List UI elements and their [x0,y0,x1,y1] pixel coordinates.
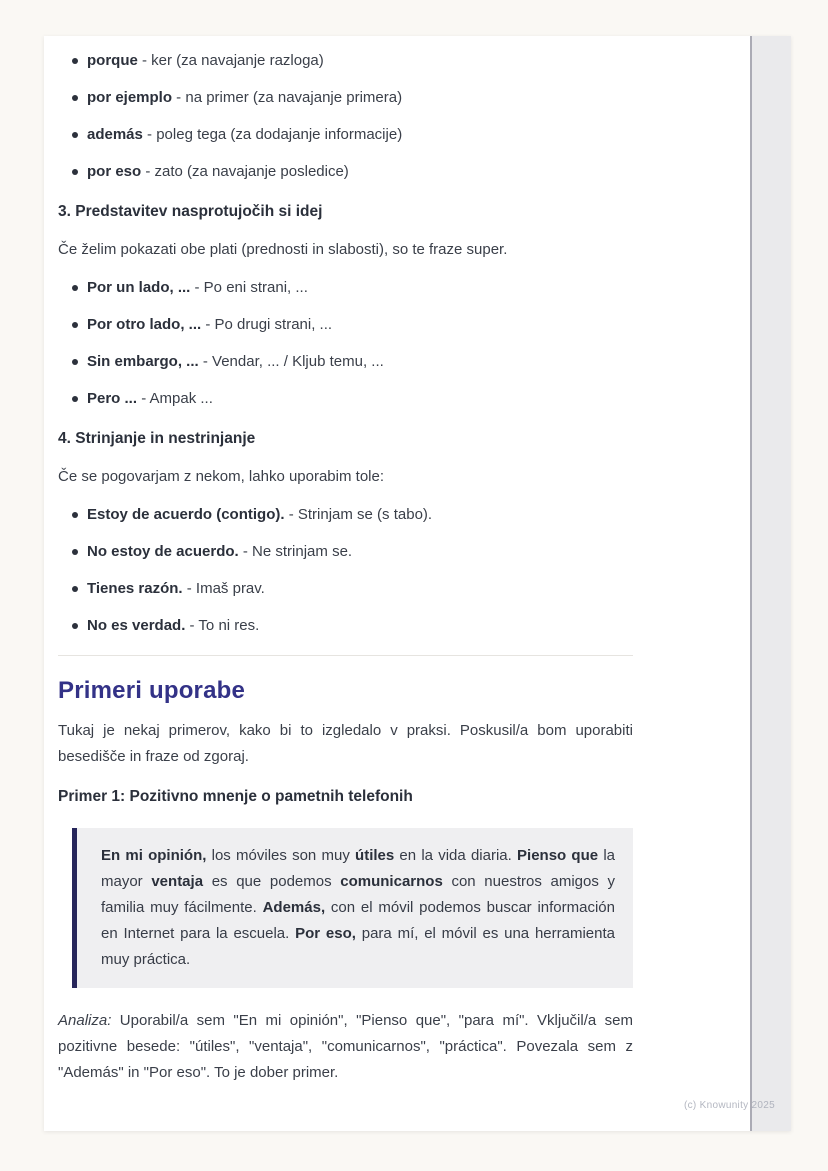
term-text: además [87,126,143,143]
definition-text: - Strinjam se (s tabo). [284,506,433,523]
list-item [58,502,633,528]
section-divider [58,655,633,656]
list-item [58,85,633,111]
definition-text: - To ni res. [185,617,260,634]
scrollbar-track[interactable] [750,36,791,1131]
example-quote-block [72,828,633,988]
list-item [58,386,633,412]
list-item [58,312,633,338]
list-item [58,122,633,148]
list-item [58,159,633,185]
term-text: Pero ... [87,390,138,407]
definition-text: - Po eni strani, ... [190,279,308,296]
list-item [58,576,633,602]
list-item [58,613,633,639]
term-text: Estoy de acuerdo (contigo). [87,506,285,523]
section-4-intro: Če se pogovarjam z nekom, lahko uporabim tole: [58,468,385,485]
contrast-phrase-list [58,275,633,412]
list-item [58,48,633,74]
definition-text: - Imaš prav. [182,580,265,597]
analysis-label: Analiza: [58,1012,112,1029]
definition-text: - Ampak ... [137,390,213,407]
list-item [58,349,633,375]
vocab-connector-list [58,48,633,185]
section-4-heading: 4. Strinjanje in nestrinjanje [58,430,256,447]
term-text: No estoy de acuerdo. [87,543,239,560]
page-content [58,48,633,1086]
analysis-paragraph [58,1008,633,1086]
example-1-heading: Primer 1: Pozitivno mnenje o pametnih telefonih [58,788,413,805]
analysis-text: Uporabil/a sem "En mi opinión", "Pienso que", "para mí". Vključil/a sem pozitivne besede: "útiles", "ventaja", "comunicarnos", "práctica". Povezala sem z "Además" in "Por eso". To je dober primer. [58,1012,633,1081]
watermark-text: (c) Knowunity 2025 [683,1100,775,1111]
definition-text: - Ne strinjam se. [238,543,353,560]
definition-text: - ker (za navajanje razloga) [137,52,324,69]
term-text: por eso [87,163,142,180]
section-3-heading: 3. Predstavitev nasprotujočih si idej [58,203,323,220]
term-text: Por otro lado, ... [87,316,202,333]
example-quote-text: En mi opinión, los móviles son muy útiles en la vida diaria. Pienso que la mayor ventaja es que podemos comunicarnos con nuestros amigos y familia muy fácilmente. Además, con el móvil podemos buscar información en Internet para la escuela. Por eso, para mí, el móvil es una herramienta muy práctica. [101,847,616,968]
list-item [58,539,633,565]
definition-text: - poleg tega (za dodajanje informacije) [142,126,403,143]
section-3-intro: Če želim pokazati obe plati (prednosti in slabosti), so te fraze super. [58,241,508,258]
term-text: Por un lado, ... [87,279,191,296]
definition-text: - Vendar, ... / Kljub temu, ... [198,353,384,370]
definition-text: - na primer (za navajanje primera) [172,89,403,106]
term-text: Sin embargo, ... [87,353,199,370]
term-text: Tienes razón. [87,580,183,597]
term-text: porque [87,52,138,69]
examples-title: Primeri uporabe [58,677,246,704]
examples-intro: Tukaj je nekaj primerov, kako bi to izgledalo v praksi. Poskusil/a bom uporabiti besedišče in fraze od zgoraj. [58,722,633,765]
term-text: No es verdad. [87,617,186,634]
document-page [44,36,791,1131]
agreement-phrase-list [58,502,633,639]
definition-text: - zato (za navajanje posledice) [141,163,349,180]
definition-text: - Po drugi strani, ... [201,316,333,333]
list-item [58,275,633,301]
term-text: por ejemplo [87,89,173,106]
